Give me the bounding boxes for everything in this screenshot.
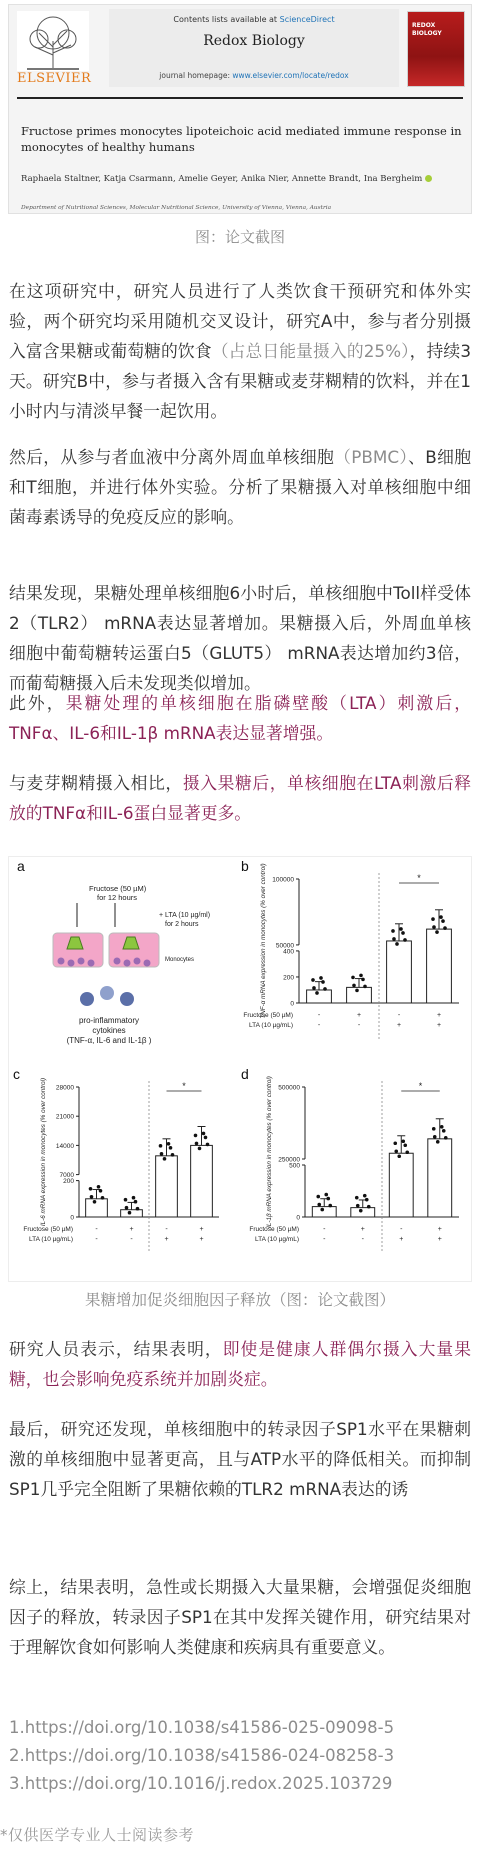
reference-1[interactable]: 1.https://doi.org/10.1038/s41586-025-09098-5 [9,1718,395,1737]
author-list: Raphaela Staltner, Katja Csarmann, Amelie Geyer, Anika Nier, Annette Brandt, Ina Bergheim [21,173,466,186]
data-point [132,1196,136,1200]
bar [191,1145,213,1217]
data-point [194,1134,198,1138]
y-tick-label: 14000 [55,1142,74,1150]
y-tick-label: 0 [290,1000,294,1008]
highlighted-text: 摄入果糖后，单核细胞在LTA刺激后释放的TNFα和IL-6蛋白显著更多。 [9,773,471,823]
y-tick-label: 250000 [278,1156,300,1164]
data-point [436,1140,440,1144]
bar [351,1208,375,1217]
lta-sign: + [436,1022,442,1029]
reference-2[interactable]: 2.https://doi.org/10.1038/s41586-024-08258-3 [9,1746,395,1765]
data-point [395,942,399,946]
paragraph-7: 最后，研究还发现，单核细胞中的转录因子SP1水平在果糖刺激的单核细胞中显著更高，且与ATP水平的降低相关。而抑制SP1几乎完全阻断了果糖依赖的TLR2 mRNA表达的诱 [9,1419,471,1499]
data-point [99,1189,103,1193]
fructose-sign: - [95,1226,98,1233]
data-point [432,1127,436,1131]
lta-sign: - [95,1236,98,1243]
data-point [401,1139,405,1143]
data-point [163,1157,167,1161]
fructose-row-label: Fructose (50 µM) [249,1226,299,1233]
fructose-sign: + [199,1226,204,1233]
monocytes-label: Monocytes [165,957,195,963]
lta-duration: for 2 hours [165,921,199,928]
lta-sign: + [396,1022,402,1029]
paragraph-6: 研究人员表示，结果表明，即使是健康人群偶尔摄入大量果糖，也会影响免疫系统并加剧炎症。 [9,1339,471,1389]
data-point [134,1200,138,1204]
y-tick-label: 50000 [275,942,294,950]
fructose-label: Fructose (50 µM) [89,884,147,893]
y-tick-label: 0 [70,1214,74,1222]
data-point [326,1197,330,1201]
fructose-duration: for 12 hours [97,893,138,902]
monocyte-cell [78,958,85,965]
data-point [393,1141,397,1145]
lta-row-label: LTA (10 µg/mL) [29,1236,73,1243]
fructose-sign: - [400,1226,403,1233]
fructose-row-label: Fructose (50 µM) [243,1012,293,1019]
y-tick-label: 21000 [55,1113,74,1121]
data-point [431,917,435,921]
panel-letter: b [241,858,249,874]
lta-sign: + [437,1236,442,1243]
panel-letter: c [13,1066,20,1082]
journal-homepage: journal homepage: www.elsevier.com/locate/redox [159,71,349,80]
paragraph-1: 在这项研究中，研究人员进行了人类饮食干预研究和体外实验，两个研究均采用随机交叉设计，研究A中，参与者分别摄入富含果糖或葡萄糖的饮食（占总日能量摄入的25%），持续3天。研究B中，参与者摄入含有果糖或麦芽糊精的饮料，并在1小时内与清淡早餐一起饮用。 [9,281,471,421]
y-axis-label: IL-6 mRNA expression in monocytes (% over control) [40,1077,47,1227]
divider [17,97,463,99]
bar [312,1207,336,1217]
data-point [169,1146,173,1150]
monocyte-cell [68,960,75,967]
data-point [171,1153,175,1157]
monocyte-cell [114,958,121,965]
data-point [363,985,367,989]
data-point [359,1209,363,1213]
journal-info-box [109,9,399,87]
monocyte-cell [134,958,141,965]
bar [427,929,452,1003]
fructose-sign: - [323,1226,326,1233]
data-point [355,989,359,993]
data-point [397,1154,401,1158]
cytokines-label: cytokines [92,1026,126,1035]
significance-mark: * [182,1081,186,1091]
y-tick-label: 100000 [272,876,294,884]
data-point [89,1187,93,1191]
data-point [101,1196,105,1200]
data-point [125,1206,129,1210]
fructose-row-label: Fructose (50 µM) [23,1226,73,1233]
data-point [403,938,407,942]
data-point [401,931,405,935]
monocyte-cell [144,960,151,967]
data-point [444,1136,448,1140]
reference-3[interactable]: 3.https://doi.org/10.1016/j.redox.2025.103729 [9,1774,393,1793]
figure-caption: 果糖增加促炎细胞因子释放（图：论文截图） [84,1291,395,1309]
data-point [202,1132,206,1136]
publisher-name: ELSEVIER [17,71,92,86]
bar [156,1156,178,1217]
cytokines-label: pro-inflammatory [78,1016,140,1025]
y-tick-label: 200 [63,1178,74,1186]
fructose-sign: + [356,1012,362,1019]
data-point [439,915,443,919]
data-point [195,1142,199,1146]
paper-header-screenshot [8,4,472,214]
data-point [391,929,395,933]
data-point [440,1125,444,1129]
data-point [365,1198,369,1202]
bar [389,1153,413,1217]
data-point [321,980,325,984]
paragraph-5: 与麦芽糊精摄入相比，摄入果糖后，单核细胞在LTA刺激后释放的TNFα和IL-6蛋白显著更多。 [9,773,471,823]
monocyte-cell [58,958,65,965]
y-axis-label: TNF-α mRNA expression in monocytes (% over control) [260,863,267,1019]
data-point [206,1143,210,1147]
data-point [441,919,445,923]
data-point [403,1143,407,1147]
fructose-sign: + [129,1226,134,1233]
y-tick-label: 28000 [55,1084,74,1092]
contents-line: Contents lists available at ScienceDirect [173,15,335,24]
bar [347,987,372,1003]
fructose-sign: - [317,1012,321,1019]
data-point [204,1136,208,1140]
y-tick-label: 200 [283,974,294,982]
fructose-sign: - [397,1012,401,1019]
paragraph-3: 结果发现，果糖处理单核细胞6小时后，单核细胞中Toll样受体2（TLR2） mRNA表达显著增加。果糖摄入后，外周血单核细胞中葡萄糖转运蛋白5（GLUT5） mRNA表达增加约3倍，而葡萄糖摄入后未发现类似增加。 [9,583,471,693]
lta-sign: + [199,1236,204,1243]
lta-sign: - [323,1236,326,1243]
homepage-link[interactable]: www.elsevier.com/locate/redox [232,71,349,80]
highlighted-text: 果糖处理的单核细胞在脂磷壁酸（LTA）刺激后，TNFα、IL-6和IL-1β mRNA表达显著增强。 [9,693,471,743]
data-point [160,1152,164,1156]
y-tick-label: 0 [296,1214,300,1222]
data-point [435,930,439,934]
lta-sign: - [317,1022,321,1029]
data-point [136,1207,140,1211]
fructose-sign: - [165,1226,168,1233]
paragraph-4: 此外，果糖处理的单核细胞在脂磷壁酸（LTA）刺激后，TNFα、IL-6和IL-1β mRNA表达显著增强。 [9,693,471,743]
panel-a-letter: a [17,858,25,874]
lta-row-label: LTA (10 µg/mL) [249,1022,293,1029]
journal-title: Redox Biology [203,33,305,49]
orcid-icon[interactable] [425,175,432,182]
bar [86,1199,108,1217]
bar [307,990,332,1003]
lta-label: + LTA (10 µg/ml) [159,912,211,919]
lta-sign: + [164,1236,169,1243]
lta-row-label: LTA (10 µg/mL) [255,1236,299,1243]
cytokine-dots [80,986,134,1006]
data-point [315,991,319,995]
paragraph-8: 综上，结果表明，急性或长期摄入大量果糖，会增强促炎细胞因子的释放，转录因子SP1在其中发挥关键作用，研究结果对于理解饮食如何影响人类健康和疾病具有重要意义。 [9,1577,471,1657]
panel-letter: d [241,1066,249,1082]
data-point [392,937,396,941]
data-point [394,1149,398,1153]
data-point [316,1195,320,1199]
cytokines-list: (TNF-α, IL-6 and IL-1β ) [66,1036,152,1045]
data-point [361,978,365,982]
chart-panel-d [241,1066,459,1253]
y-tick-label: 500000 [278,1084,300,1092]
fructose-sign: + [360,1226,365,1233]
data-point [198,1147,202,1151]
data-point [352,984,356,988]
disclaimer-footer: *仅供医学专业人士阅读参考 [0,1826,195,1844]
fructose-sign: + [437,1226,442,1233]
paragraph-2: 然后，从参与者血液中分离外周血单核细胞（PBMC）、B细胞和T细胞，并进行体外实验。分析了果糖摄入对单核细胞中细菌毒素诱导的免疫反应的影响。 [9,447,471,527]
data-point [159,1144,163,1148]
monocyte-cell [124,960,131,967]
data-point [351,976,355,980]
data-point [93,1200,97,1204]
data-point [324,1193,328,1197]
data-point [167,1142,171,1146]
data-point [320,1208,324,1212]
chart-panel-b [241,858,459,1039]
figure-canvas [9,857,473,1283]
chart-panel-c [13,1066,219,1253]
monocyte-cell [88,960,95,967]
y-tick-label: 400 [283,948,294,956]
data-point [323,987,327,991]
lta-sign: - [361,1236,364,1243]
figure-panels [8,856,472,1282]
data-point [355,1196,359,1200]
y-tick-label: 7000 [59,1172,74,1180]
significance-mark: * [418,1081,423,1091]
data-point [124,1198,128,1202]
data-point [90,1195,94,1199]
bar [121,1210,143,1217]
bar [387,941,412,1003]
data-point [432,925,436,929]
image-caption: 图：论文截图 [194,228,285,246]
affiliation: Department of Nutritional Sciences, Molecular Nutritional Science, University of Vienna, Vienna, Austria [21,205,332,211]
data-point [128,1211,132,1215]
bar [428,1139,452,1217]
y-axis-label: IL-1β mRNA expression in monocytes (% over control) [266,1076,273,1228]
data-point [405,1150,409,1154]
data-point [443,926,447,930]
journal-cover-thumbnail: REDOX BIOLOGY [407,11,465,87]
data-point [319,976,323,980]
data-point [359,974,363,978]
data-point [399,927,403,931]
fructose-sign: + [436,1012,442,1019]
lta-sign: - [357,1022,361,1029]
data-point [363,1194,367,1198]
data-point [328,1204,332,1208]
data-point [97,1185,101,1189]
data-point [442,1129,446,1133]
highlighted-text: 即使是健康人群偶尔摄入大量果糖，也会影响免疫系统并加剧炎症。 [9,1339,471,1389]
significance-mark: * [417,873,421,883]
sciencedirect-link[interactable]: ScienceDirect [279,15,335,24]
data-point [356,1204,360,1208]
data-point [433,1135,437,1139]
data-point [312,986,316,990]
lta-sign: + [399,1236,404,1243]
lta-sign: - [130,1236,133,1243]
article-title: Fructose primes monocytes lipoteichoic acid mediated immune response in monocytes of healthy humans [21,124,462,154]
data-point [317,1203,321,1207]
data-point [367,1205,371,1209]
data-point [311,978,315,982]
y-tick-label: 500 [289,1162,300,1170]
